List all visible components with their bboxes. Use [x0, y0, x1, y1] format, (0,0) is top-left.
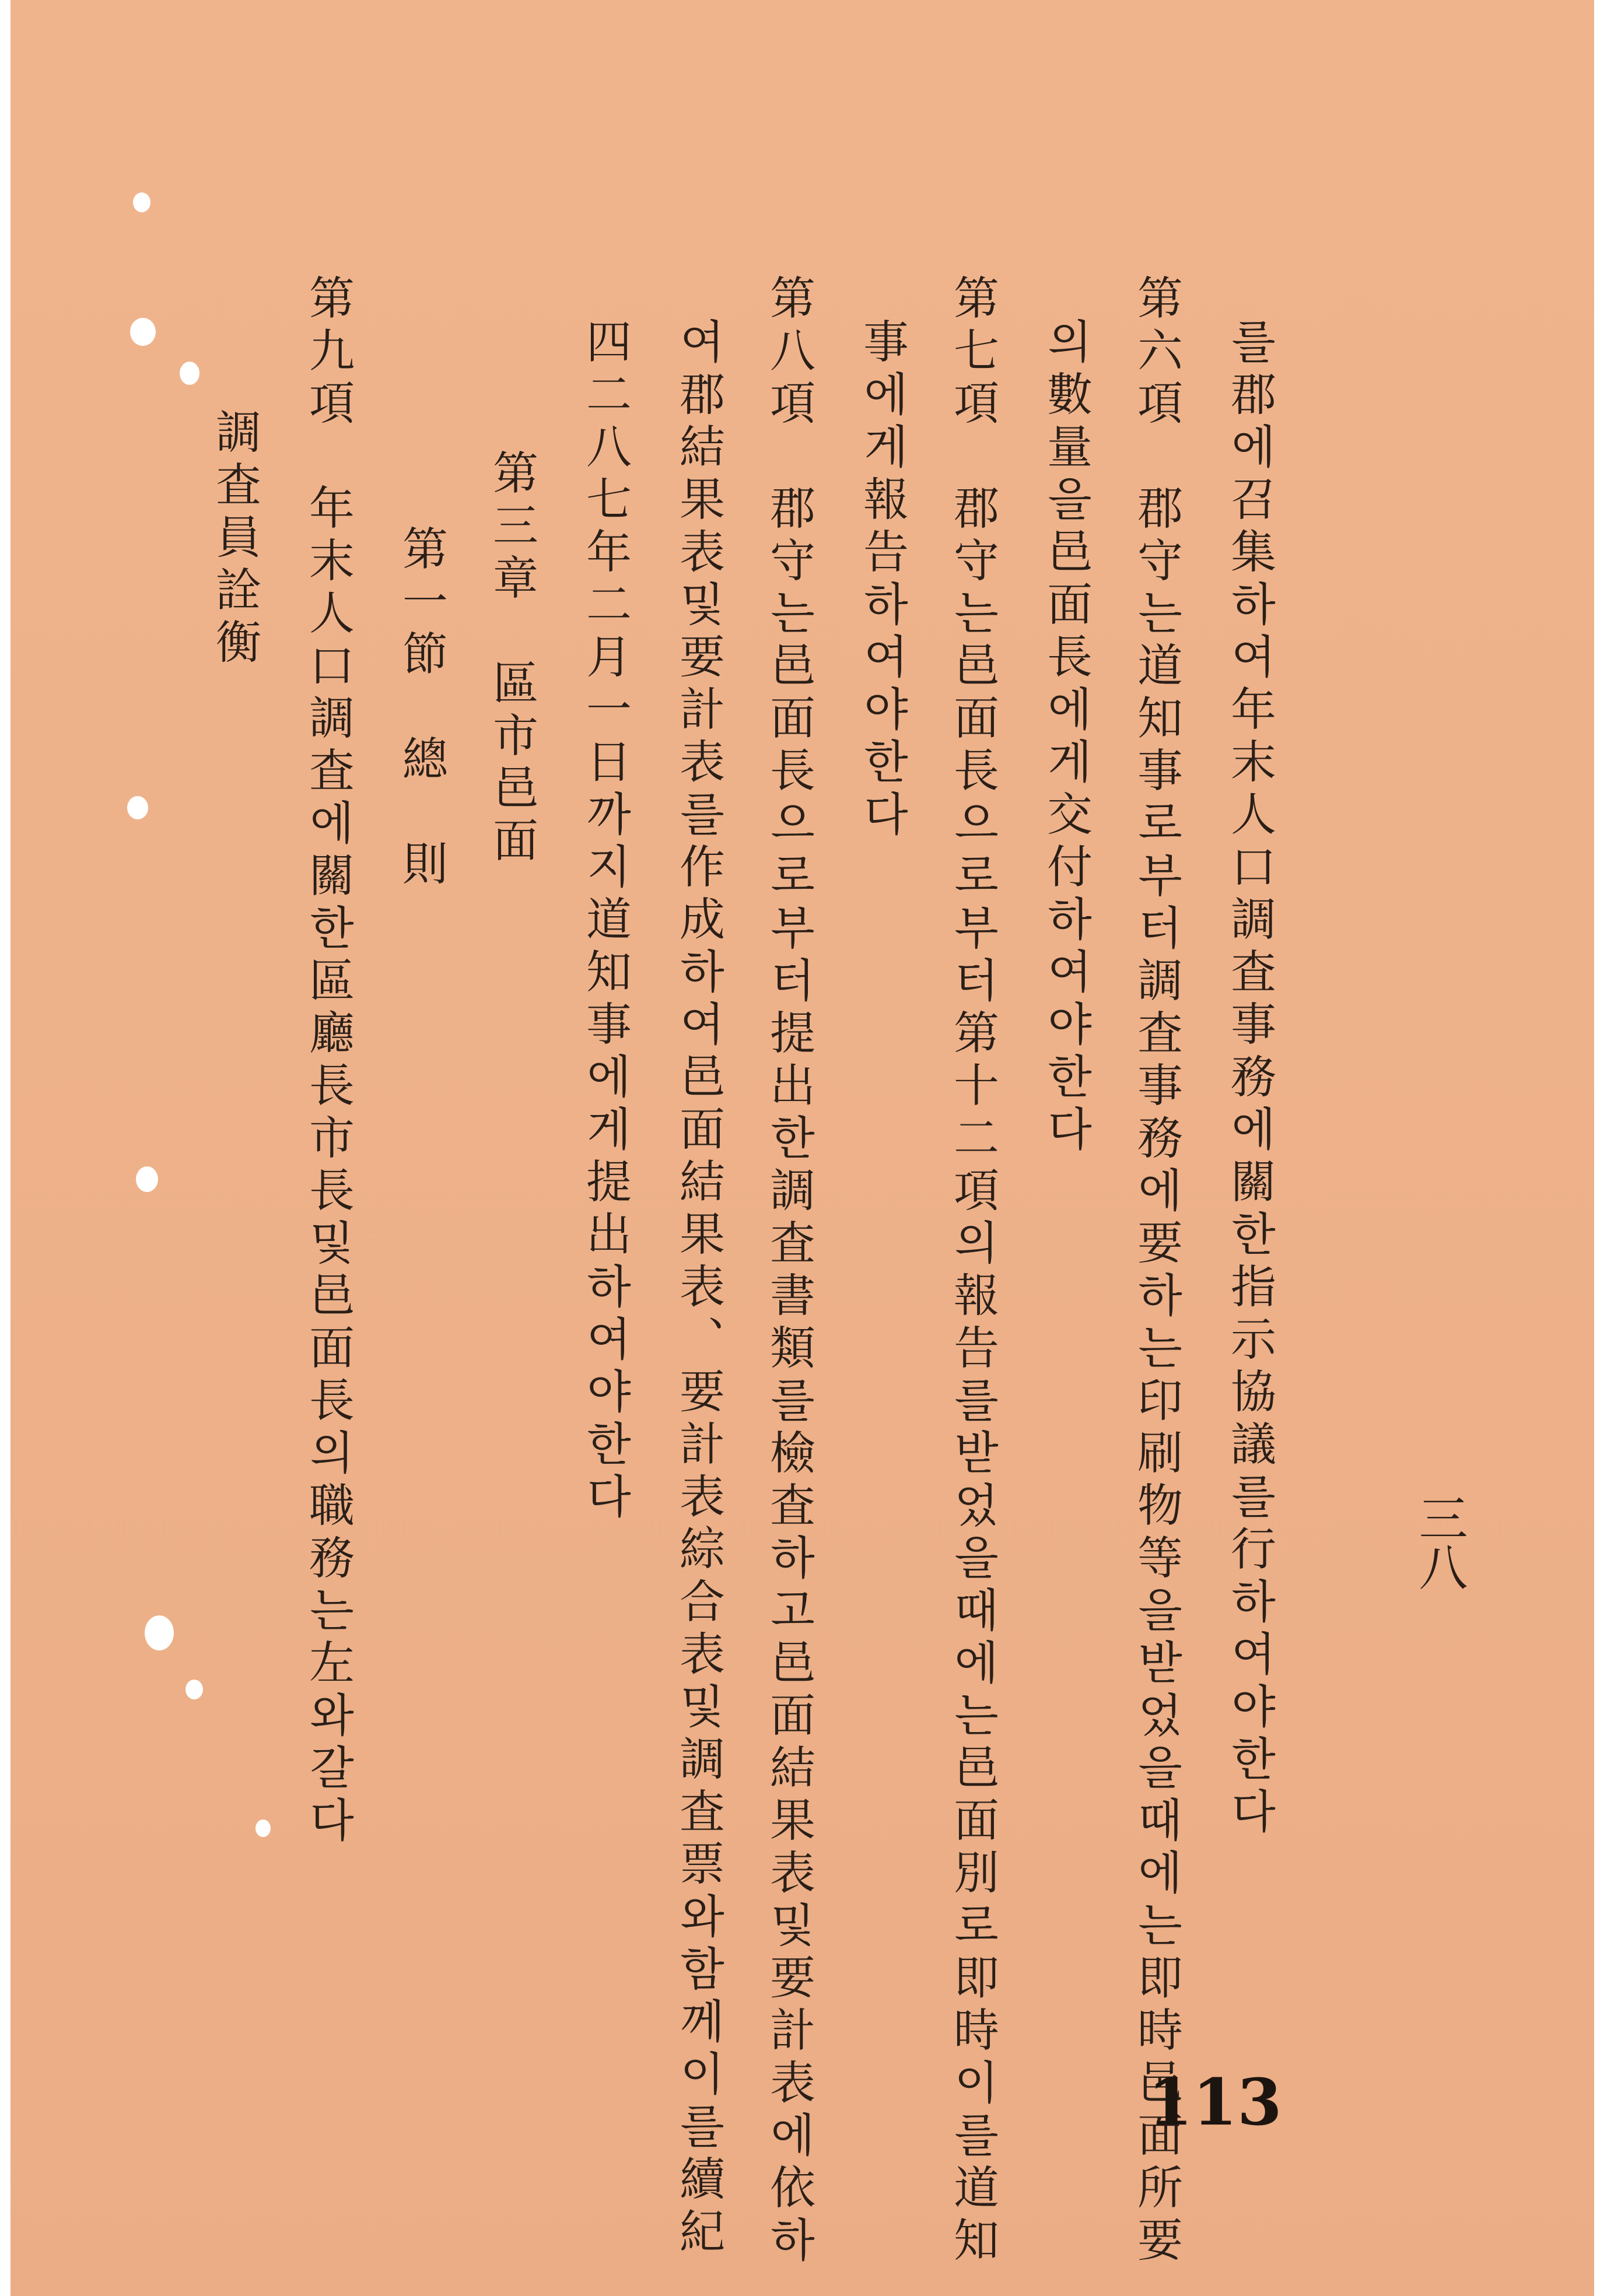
text-column-9: 第九項 年末人口調査에關한區廳長市長및邑面長의職務는左와갈다 [302, 274, 354, 1849]
page-number: 113 [1148, 2064, 1282, 2140]
text-column-4: 第七項 郡守는邑面長으로부터第十二項의報告를받었을때에는邑面別로即時이를道知 [946, 274, 999, 2269]
paper-damage [136, 1166, 158, 1192]
page-mark: 三八 [1411, 1493, 1468, 1591]
section-heading: 第一節 總 則 [395, 525, 447, 892]
paper-damage [185, 1680, 203, 1699]
subheading: 調査員詮衡 [208, 408, 261, 671]
paper-damage [180, 362, 199, 385]
bleed-through [1457, 268, 1522, 321]
paper-damage [255, 1820, 271, 1837]
text-column-5: 事에게報告하여야한다 [856, 318, 908, 843]
paper-damage [133, 192, 150, 212]
text-column-2: 第六項 郡守는道知事로부터調査事務에要하는印刷物等을받었을때에는即時邑面所要 [1130, 274, 1182, 2269]
text-column-8: 四二八七年二月一日까지道知事에게提出하여야한다 [579, 318, 631, 1525]
text-column-1: 를郡에召集하여年末人口調査事務에關한指示協議를行하여야한다 [1223, 318, 1276, 1840]
chapter-heading: 第三章 區市邑面 [485, 449, 538, 869]
text-column-3: 의數量을邑面長에게交付하여야한다 [1039, 318, 1092, 1158]
paper-damage [127, 796, 148, 819]
paper-damage [145, 1615, 174, 1650]
text-column-6: 第八項 郡守는邑面長으로부터提出한調査書類를檢査하고邑面結果表및要計表에依하 [762, 274, 815, 2269]
paper-damage [130, 318, 156, 346]
text-column-7: 여郡結果表및要計表를作成하여邑面結果表、要計表綜合表및調査票와함께이를續紀 [672, 318, 724, 2260]
document-page [10, 0, 1594, 2296]
